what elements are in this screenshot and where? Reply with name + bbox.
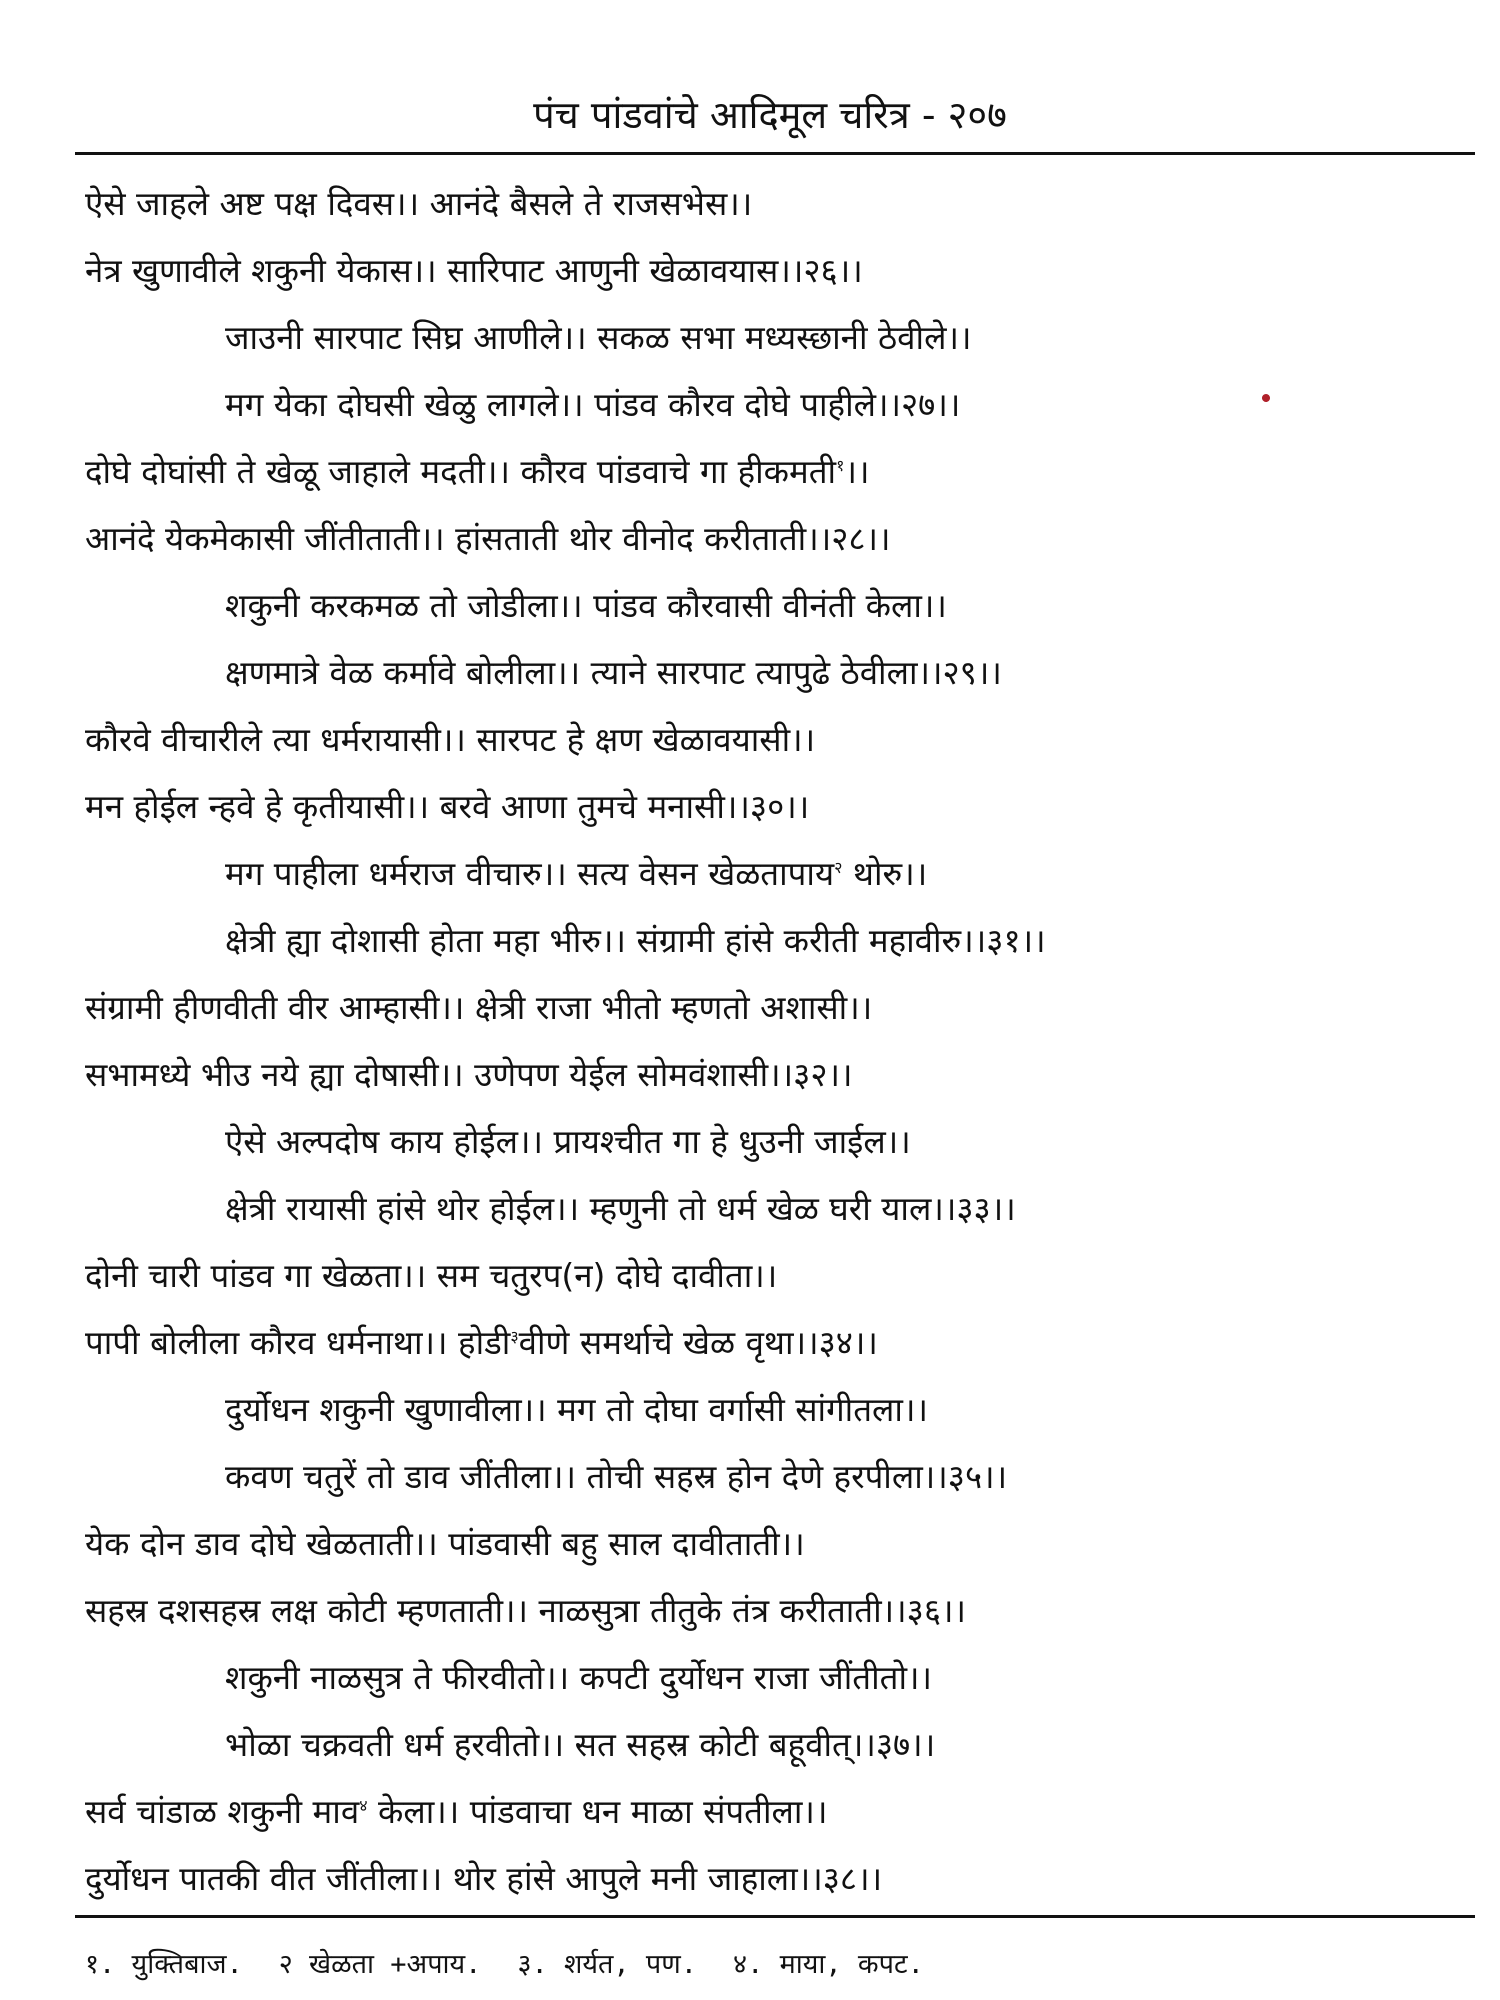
verse-text: मन होईल न्हवे हे कृतीयासी।। बरवे आणा तुमचे मनासी।।३०।।: [85, 787, 810, 826]
verse-text: कवण चतुरें तो डाव जींतीला।। तोची सहस्र होन देणे हरपीला।।३५।।: [225, 1457, 1008, 1496]
verse-line: [85, 840, 1475, 907]
verse-text: भोळा चक्रवती धर्म हरवीतो।। सत सहस्र कोटी बहूवीत्।।३७।।: [225, 1725, 936, 1764]
verse-text: जाउनी सारपाट सिघ्र आणीले।। सकळ सभा मध्यस्छानी ठेवीले।।: [225, 318, 972, 357]
verse-line: [85, 170, 1475, 237]
verse-text: दोनी चारी पांडव गा खेळता।। सम चतुरप(न) दोघे दावीता।।: [85, 1256, 778, 1295]
verse-text-continued: थोरु।।: [842, 854, 928, 893]
verse-text: मग येका दोघसी खेळु लागले।। पांडव कौरव दोघे पाहीले।।२७।।: [225, 385, 961, 424]
verse-block: [85, 170, 1475, 1912]
verse-text: ऐसे अल्पदोष काय होईल।। प्रायश्चीत गा हे धुउनी जाईल।।: [225, 1122, 911, 1161]
verse-line: [85, 438, 1475, 505]
verse-line: [85, 1778, 1475, 1845]
verse-text: संग्रामी हीणवीती वीर आम्हासी।। क्षेत्री राजा भीतो म्हणतो अशासी।।: [85, 988, 873, 1027]
verse-line: [85, 1577, 1475, 1644]
verse-line: [85, 1041, 1475, 1108]
verse-text: नेत्र खुणावीले शकुनी येकास।। सारिपाट आणुनी खेळावयास।।२६।।: [85, 251, 863, 290]
verse-line: [85, 572, 1475, 639]
footnote-item: ३. शर्यत, पण.: [517, 1949, 698, 1980]
footnote-marker: ३: [510, 1327, 519, 1346]
verse-text: सहस्र दशसहस्र लक्ष कोटी म्हणताती।। नाळसुत्रा तीतुके तंत्र करीताती।।३६।।: [85, 1591, 966, 1630]
footnote-item: १. युक्तिबाज.: [85, 1949, 243, 1980]
verse-text: दुर्योधन शकुनी खुणावीला।। मग तो दोघा वर्गासी सांगीतला।।: [225, 1390, 928, 1429]
verse-line: [85, 1845, 1475, 1912]
verse-text: सभामध्ये भीउ नये ह्या दोषासी।। उणेपण येईल सोमवंशासी।।३२।।: [85, 1055, 853, 1094]
footnote-marker: ४: [359, 1796, 368, 1815]
verse-text-continued: वीणे समर्थाचे खेळ वृथा।।३४।।: [518, 1323, 878, 1362]
verse-text: क्षेत्री रायासी हांसे थोर होईल।। म्हणुनी तो धर्म खेळ घरी याल।।३३।।: [225, 1189, 1016, 1228]
footnote-marker: २: [834, 858, 843, 877]
verse-text: दोघे दोघांसी ते खेळू जाहाले मदती।। कौरव पांडवाचे गा हीकमती: [85, 452, 837, 491]
verse-text: पापी बोलीला कौरव धर्मनाथा।। होडी: [85, 1323, 511, 1362]
verse-line: [85, 304, 1475, 371]
verse-line: [85, 773, 1475, 840]
verse-line: [85, 371, 1475, 438]
verse-text: ऐसे जाहले अष्ट पक्ष दिवस।। आनंदे बैसले ते राजसभेस।।: [85, 184, 753, 223]
verse-line: [85, 706, 1475, 773]
verse-text: सर्व चांडाळ शकुनी माव: [85, 1792, 360, 1831]
footnote-marker: १: [836, 456, 845, 475]
footnote-item: ४. माया, कपट.: [733, 1949, 924, 1980]
page-header: पंच पांडवांचे आदिमूल चरित्र - २०७: [533, 93, 1007, 137]
verse-line: [85, 974, 1475, 1041]
verse-line: [85, 639, 1475, 706]
verse-line: [85, 1242, 1475, 1309]
verse-text: आनंदे येकमेकासी जींतीताती।। हांसताती थोर वीनोद करीताती।।२८।।: [85, 519, 891, 558]
verse-line: [85, 1108, 1475, 1175]
footnote-rule: [75, 1915, 1475, 1918]
verse-text: शकुनी नाळसुत्र ते फीरवीतो।। कपटी दुर्योधन राजा जींतीतो।।: [225, 1658, 933, 1697]
verse-line: [85, 505, 1475, 572]
verse-text: येक दोन डाव दोघे खेळताती।। पांडवासी बहु साल दावीताती।।: [85, 1524, 805, 1563]
verse-line: [85, 1309, 1475, 1376]
verse-text: शकुनी करकमळ तो जोडीला।। पांडव कौरवासी वीनंती केला।।: [225, 586, 947, 625]
verse-line: [85, 1175, 1475, 1242]
verse-text: कौरवे वीचारीले त्या धर्मरायासी।। सारपट हे क्षण खेळावयासी।।: [85, 720, 816, 759]
verse-line: [85, 907, 1475, 974]
verse-text: क्षणमात्रे वेळ कर्मावे बोलीला।। त्याने सारपाट त्यापुढे ठेवीला।।२९।।: [225, 653, 1002, 692]
footnotes: [85, 1945, 1475, 1985]
verse-text: मग पाहीला धर्मराज वीचारु।। सत्य वेसन खेळतापाय: [225, 854, 835, 893]
verse-line: [85, 1376, 1475, 1443]
verse-text-continued: ।।: [844, 452, 870, 491]
verse-text: क्षेत्री ह्या दोशासी होता महा भीरु।। संग्रामी हांसे करीती महावीरु।।३१।।: [225, 921, 1046, 960]
verse-line: [85, 237, 1475, 304]
verse-text: दुर्योधन पातकी वीत जींतीला।। थोर हांसे आपुले मनी जाहाला।।३८।।: [85, 1859, 883, 1898]
header-rule: [75, 152, 1475, 155]
footnote-item: २ खेळता +अपाय.: [278, 1949, 482, 1980]
verse-line: [85, 1644, 1475, 1711]
verse-line: [85, 1711, 1475, 1778]
verse-text-continued: केला।। पांडवाचा धन माळा संपतीला।।: [367, 1792, 828, 1831]
verse-line: [85, 1510, 1475, 1577]
verse-line: [85, 1443, 1475, 1510]
